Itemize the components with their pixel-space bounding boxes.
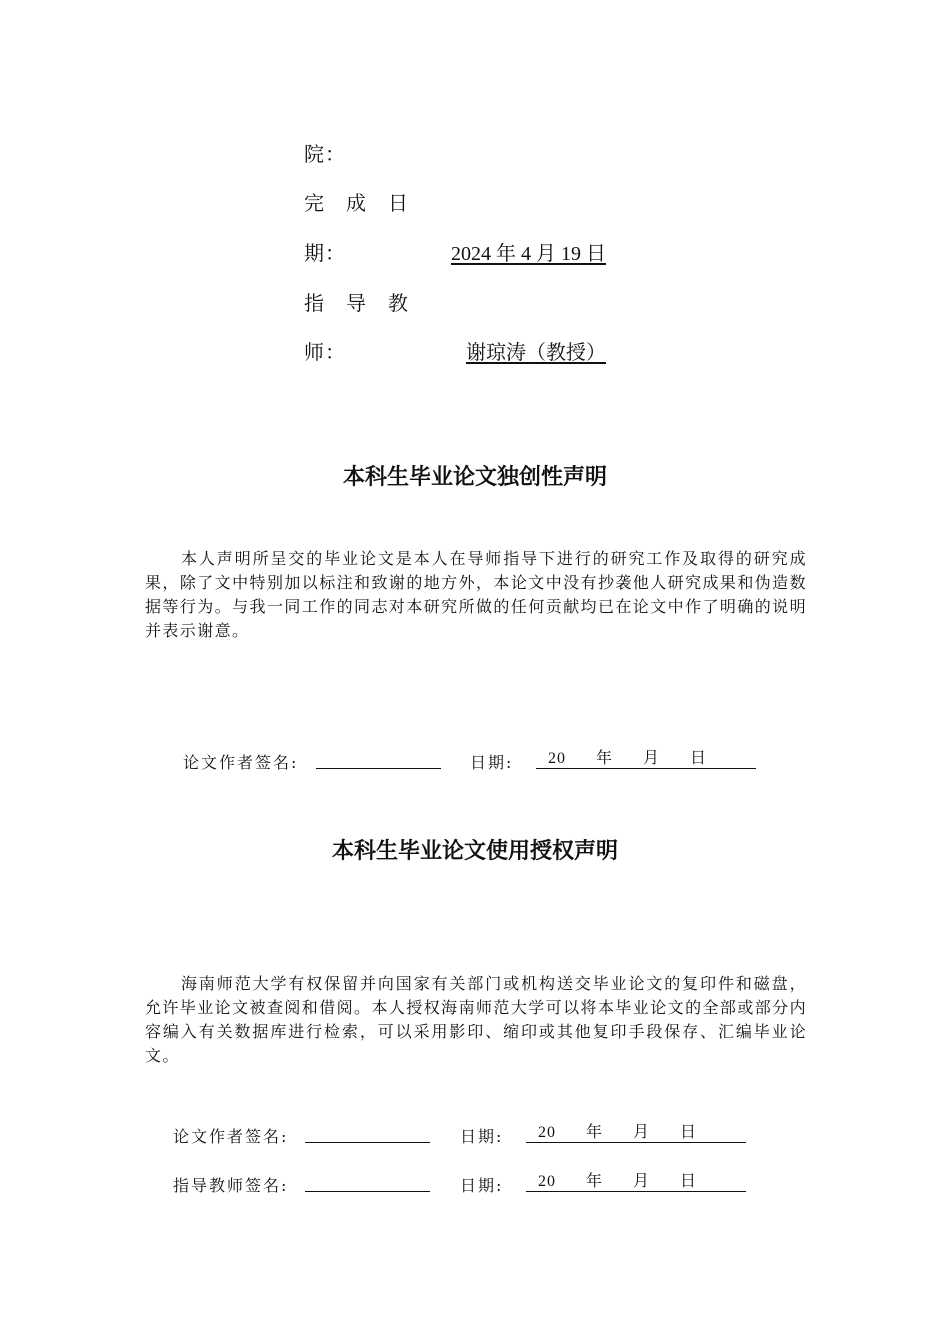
originality-body: 本人声明所呈交的毕业论文是本人在导师指导下进行的研究工作及取得的研究成果，除了文中特别加以标注和致谢的地方外，本论文中没有抄袭他人研究成果和伪造数据等行为。与我一同工作的同志对本研究所做的任何贡献均已在论文中作了明确的说明并表示谢意。 xyxy=(145,549,807,640)
authorization-advisor-date-label: 日期: xyxy=(460,1176,504,1195)
advisor-value: 谢琼涛（教授） xyxy=(466,340,606,364)
advisor-label-line1: 指导教 xyxy=(304,291,430,315)
completion-date-label-line1: 完成日 xyxy=(304,191,430,215)
college-label: 院： xyxy=(304,142,346,166)
completion-date-value: 2024 年 4 月 19 日 xyxy=(451,243,606,265)
authorization-advisor-date-field[interactable]: 20 年 月 日 xyxy=(526,1173,746,1192)
originality-title: 本科生毕业论文独创性声明 xyxy=(342,465,607,490)
authorization-advisor-sign-label: 指导教师签名: xyxy=(173,1176,289,1195)
authorization-title: 本科生毕业论文使用授权声明 xyxy=(331,839,618,864)
originality-date-label: 日期: xyxy=(470,753,514,772)
authorization-author-sign-line[interactable] xyxy=(305,1142,430,1143)
authorization-author-date-field[interactable]: 20 年 月 日 xyxy=(526,1124,746,1143)
authorization-author-sign-label: 论文作者签名: xyxy=(173,1127,289,1146)
originality-date-field[interactable]: 20 年 月 日 xyxy=(536,750,756,769)
authorization-advisor-sign-line[interactable] xyxy=(305,1191,430,1192)
completion-date-label-line2: 期： xyxy=(304,241,346,265)
authorization-author-date-label: 日期: xyxy=(460,1127,504,1146)
originality-author-sign-line[interactable] xyxy=(316,768,441,769)
originality-author-sign-label: 论文作者签名: xyxy=(183,753,299,772)
authorization-body: 海南师范大学有权保留并向国家有关部门或机构送交毕业论文的复印件和磁盘，允许毕业论文被查阅和借阅。本人授权海南师范大学可以将本毕业论文的全部或部分内容编入有关数据库进行检索，可以采用影印、缩印或其他复印手段保存、汇编毕业论文。 xyxy=(145,974,807,1065)
advisor-label-line2: 师： xyxy=(304,340,346,364)
